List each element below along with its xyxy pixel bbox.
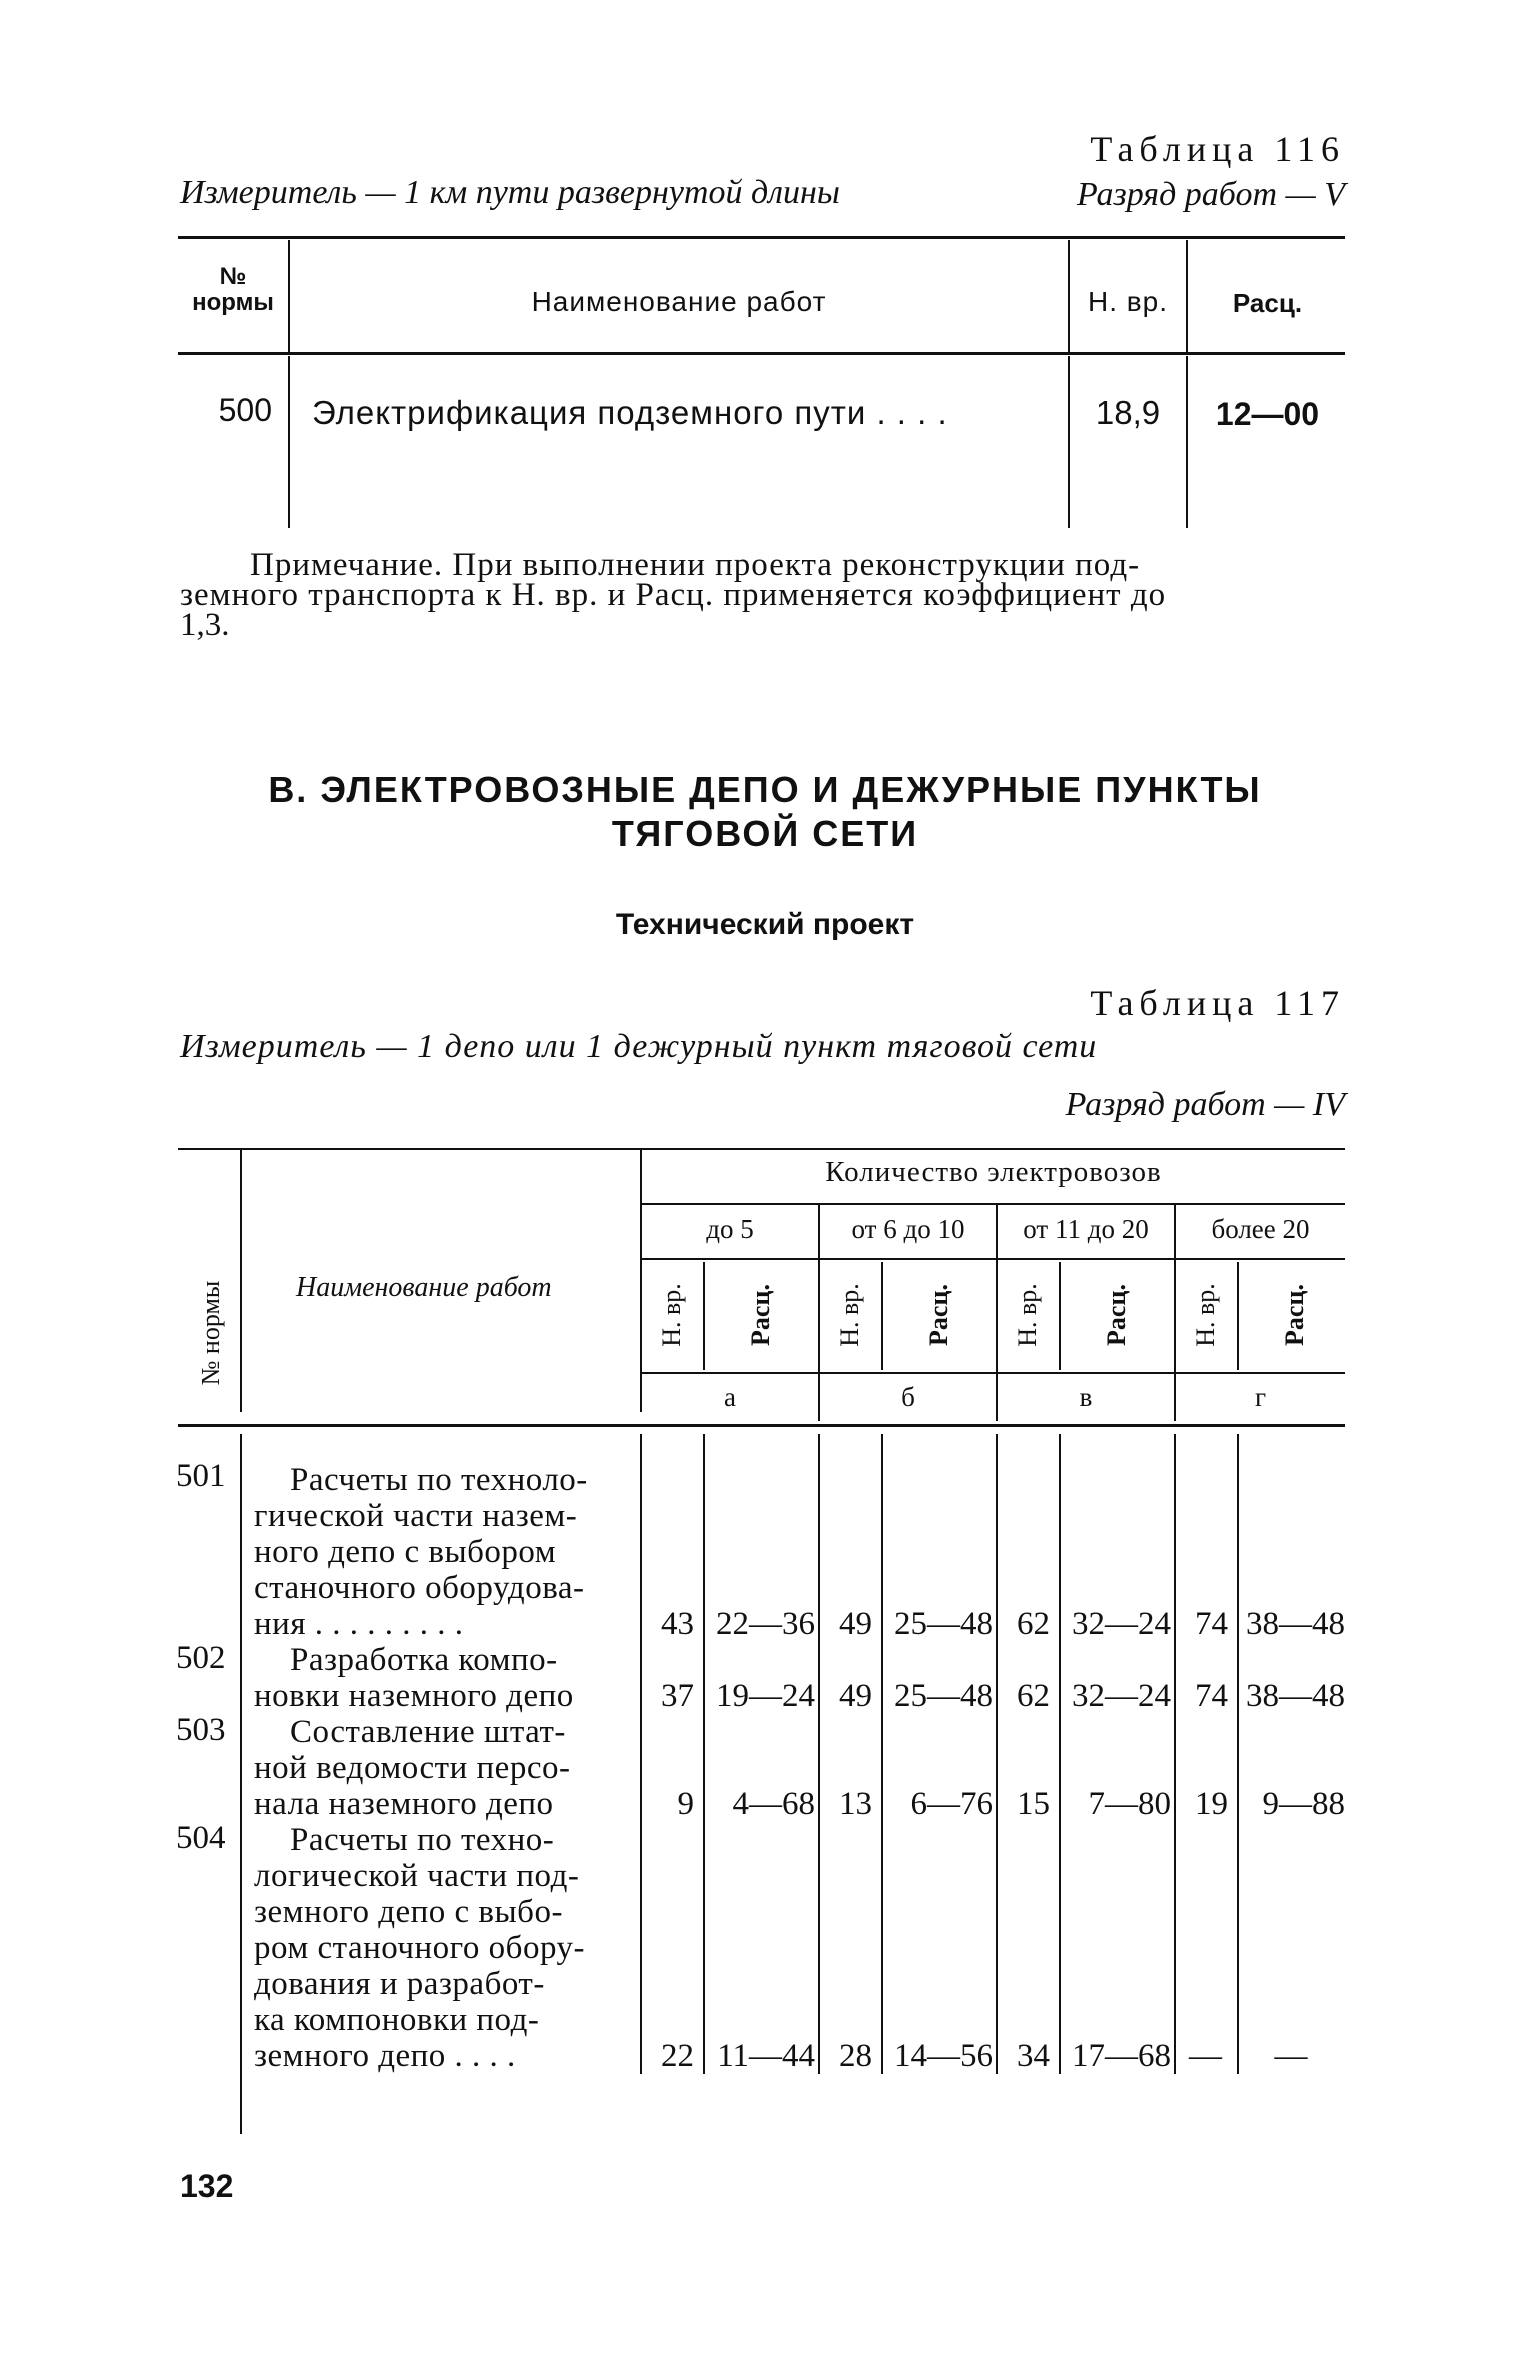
table-117-header-rasc: Расц.: [746, 1284, 775, 1346]
table-117-cell: 25—48: [894, 1678, 993, 1714]
table-116-row-no: 500: [218, 392, 272, 428]
table-117-header-rule: [178, 1424, 1345, 1427]
table-116-vline: [288, 240, 290, 352]
table-117-col-letter: в: [1079, 1382, 1093, 1412]
table-117-row-name: Расчеты по техноло- гической части назем- ного депо с выбором станочного оборудова- ния . . . . . . . . .: [254, 1462, 588, 1642]
table-117-header-rasc: Расц.: [924, 1284, 953, 1346]
table-117-cell: 34: [1017, 2038, 1050, 2074]
table-117-header-nvr: Н. вр.: [1013, 1283, 1042, 1347]
table-117-cell: 49: [839, 1606, 872, 1642]
table-117-vline: [996, 1434, 998, 2074]
table-117-grade: Разряд работ — IV: [1065, 1086, 1345, 1123]
table-117-vline: [818, 1434, 820, 2074]
table-117-subcol-line: [1059, 1262, 1061, 1370]
table-117-header-rasc: Расц.: [1102, 1284, 1131, 1346]
table-117-vline: [240, 1150, 242, 1412]
table-117-group-label: до 5: [706, 1214, 754, 1244]
page-number: 132: [180, 2168, 234, 2204]
table-117-letter-rule: [642, 1372, 1345, 1374]
table-117-cell: 38—48: [1246, 1606, 1345, 1642]
table-117-measure: Измеритель — 1 депо или 1 дежурный пункт тяговой сети: [180, 1028, 1098, 1065]
table-117-header-name: Наименование работ: [296, 1272, 552, 1303]
section-subtitle: Технический проект: [615, 908, 915, 941]
table-117-vline: [240, 1434, 242, 2134]
table-117-vline: [881, 1434, 883, 2074]
table-117-group-label: от 11 до 20: [1023, 1214, 1149, 1244]
table-117-row-no: 501: [176, 1458, 226, 1494]
table-117-cell: 49: [839, 1678, 872, 1714]
table-117-row-name: Расчеты по техно- логической части под- земного депо с выбо- ром станочного обору- дования и разработ- ка компоновки под- земного депо . . . .: [254, 1822, 585, 2074]
table-117-vline: [1174, 1434, 1176, 2074]
table-117-top-rule: [178, 1148, 1345, 1150]
table-117-cell: 32—24: [1072, 1606, 1171, 1642]
table-116-header-rule: [178, 352, 1345, 355]
table-116-top-rule: [178, 236, 1345, 239]
table-117-cell: 19: [1195, 1786, 1228, 1822]
table-116-label: Таблица 116: [1090, 129, 1345, 169]
table-117-cell: 37: [661, 1678, 694, 1714]
table-116-row-nvr: 18,9: [1095, 394, 1161, 431]
section-title: В. ЭЛЕКТРОВОЗНЫЕ ДЕПО И ДЕЖУРНЫЕ ПУНКТЫ ТЯГОВОЙ СЕТИ: [268, 769, 1262, 854]
table-117-cell: 38—48: [1246, 1678, 1345, 1714]
table-116-vline: [1068, 240, 1070, 352]
table-117-cell: 9: [677, 1786, 694, 1822]
table-117-header-norm: № нормы: [196, 1280, 225, 1386]
table-117-cell: 62: [1017, 1606, 1050, 1642]
table-117-subcol-line: [703, 1262, 705, 1370]
table-117-vline: [640, 1434, 642, 2074]
table-117-cell: 32—24: [1072, 1678, 1171, 1714]
table-117-row-name: Составление штат- ной ведомости персо- нала наземного депо: [254, 1714, 571, 1822]
table-117-vline: [703, 1434, 705, 2074]
table-117-cell: 14—56: [894, 2038, 993, 2074]
table-116-vline: [1186, 240, 1188, 352]
table-116-note: Примечание. При выполнении проекта реконструкции под- земного транспорта к Н. вр. и Расц. применяется коэффициент до 1,3.: [180, 547, 1167, 643]
table-117-subcol-line: [881, 1262, 883, 1370]
table-116-vline: [1186, 356, 1188, 528]
table-117-cell: 22—36: [716, 1606, 815, 1642]
table-117-row-name: Разработка компо- новки наземного депо: [254, 1642, 574, 1714]
table-116-header-norm: № нормы: [192, 263, 274, 316]
table-117-header-rasc: Расц.: [1280, 1284, 1309, 1346]
table-116-header-rasc: Расц.: [1232, 288, 1303, 318]
table-117-cell: 43: [661, 1606, 694, 1642]
table-117-cell: 28: [839, 2038, 872, 2074]
table-117-quantity-rule: [642, 1203, 1345, 1205]
table-117-cell: —: [1274, 2038, 1308, 2074]
table-117-cell: 4—68: [732, 1786, 815, 1822]
table-116-vline: [1068, 356, 1070, 528]
table-117-cell: 6—76: [910, 1786, 993, 1822]
table-116-vline: [288, 356, 290, 528]
table-117-row-no: 502: [176, 1640, 226, 1676]
table-117-cell: 74: [1195, 1606, 1228, 1642]
table-117-cell: 19—24: [716, 1678, 815, 1714]
table-116-grade: Разряд работ — V: [1077, 176, 1345, 213]
table-117-cell: 25—48: [894, 1606, 993, 1642]
table-117-cell: 15: [1017, 1786, 1050, 1822]
table-117-cell: 74: [1195, 1678, 1228, 1714]
table-117-group-rule: [642, 1258, 1345, 1260]
table-117-col-letter: г: [1254, 1382, 1267, 1412]
table-117-quantity-header: Количество электровозов: [825, 1156, 1162, 1188]
table-117-cell: —: [1189, 2038, 1222, 2074]
table-117-col-letter: а: [724, 1382, 736, 1412]
table-116-row-name: Электрификация подземного пути . . . .: [312, 394, 948, 431]
table-117-header-nvr: Н. вр.: [835, 1283, 864, 1347]
table-117-label: Таблица 117: [1090, 983, 1345, 1023]
table-117-row-no: 503: [176, 1712, 226, 1748]
table-117-cell: 7—80: [1088, 1786, 1171, 1822]
table-117-cell: 9—88: [1262, 1786, 1345, 1822]
table-117-cell: 22: [661, 2038, 694, 2074]
table-117-vline: [1059, 1434, 1061, 2074]
table-117-header-nvr: Н. вр.: [657, 1283, 686, 1347]
table-116-row-rasc: 12—00: [1215, 396, 1320, 432]
table-117-group-label: от 6 до 10: [851, 1214, 965, 1244]
table-117-cell: 11—44: [717, 2038, 815, 2074]
table-117-subcol-line: [1237, 1262, 1239, 1370]
table-117-col-letter: б: [901, 1382, 915, 1412]
table-117-cell: 13: [839, 1786, 872, 1822]
table-117-group-label: более 20: [1211, 1214, 1310, 1244]
table-117-cell: 62: [1017, 1678, 1050, 1714]
table-116-measure: Измеритель — 1 км пути развернутой длины: [180, 174, 840, 211]
table-117-cell: 17—68: [1072, 2038, 1171, 2074]
table-116-header-name: Наименование работ: [531, 286, 827, 317]
table-117-header-nvr: Н. вр.: [1191, 1283, 1220, 1347]
table-117-row-no: 504: [176, 1820, 226, 1856]
table-117-vline: [1237, 1434, 1239, 2074]
table-116-header-nvr: Н. вр.: [1087, 286, 1168, 317]
